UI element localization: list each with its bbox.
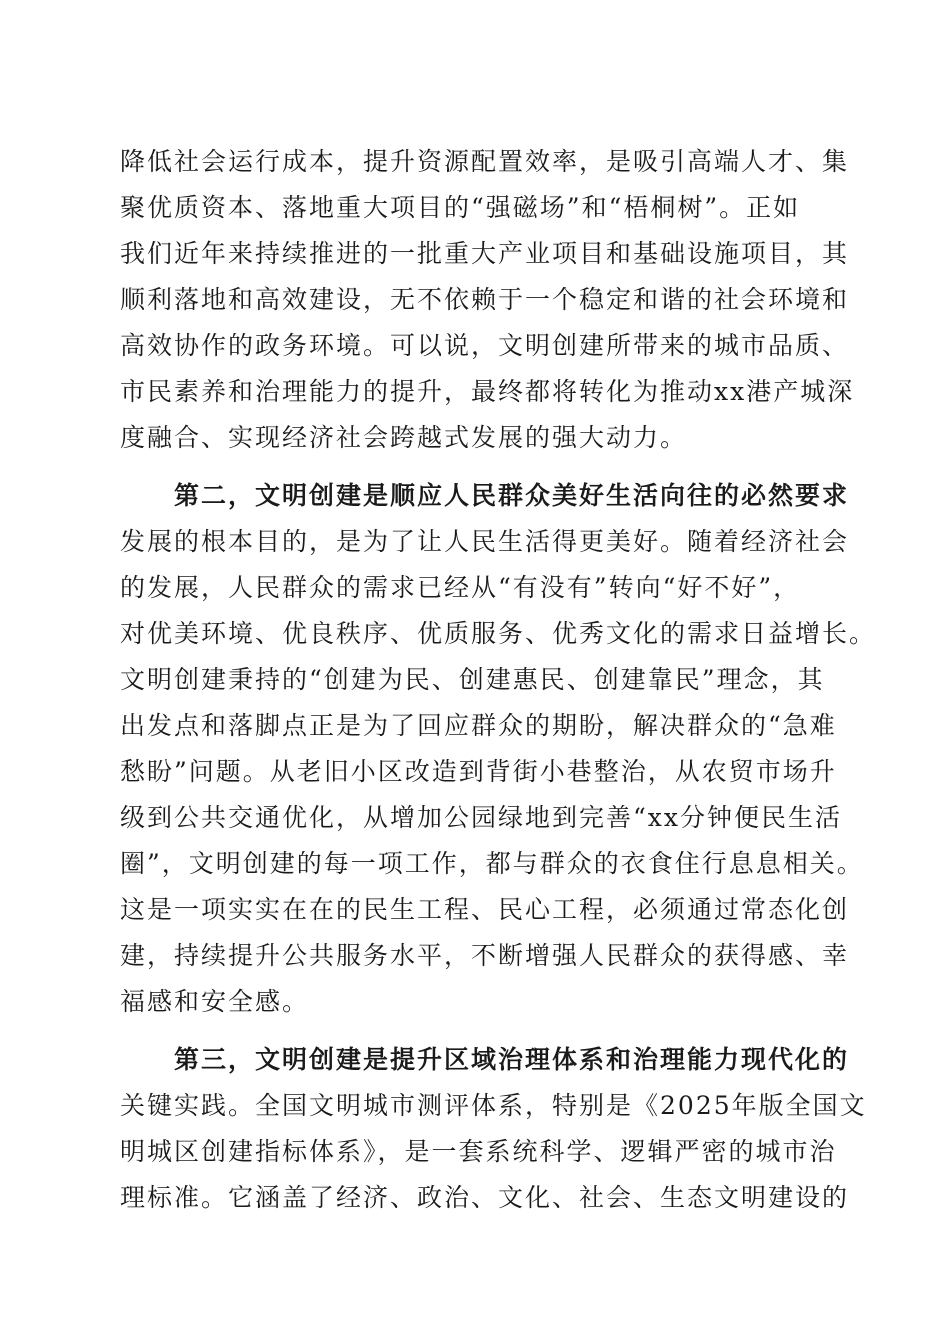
text-line: 圈”，文明创建的每一项工作，都与群众的衣食住行息息相关。: [120, 849, 864, 878]
section-heading-line: 第三，文明创建是提升区域治理体系和治理能力现代化的: [174, 1045, 850, 1074]
document-body: [120, 139, 877, 1221]
text-line: 高效协作的政务环境。可以说，文明创建所带来的城市品质、: [120, 331, 850, 360]
text-line: 降低社会运行成本，提升资源配置效率，是吸引高端人才、集: [120, 147, 850, 176]
text-line: 对优美环境、优良秩序、优质服务、优秀文化的需求日益增长。: [120, 619, 877, 648]
text-line: 我们近年来持续推进的一批重大产业项目和基础设施项目，其: [120, 239, 850, 268]
text-line: 出发点和落脚点正是为了回应群众的期盼，解决群众的“急难: [120, 711, 837, 740]
text-line: 的发展，人民群众的需求已经从“有没有”转向“好不好”，: [120, 573, 801, 602]
paragraph-3: [120, 1037, 867, 1221]
text-line: 级到公共交通优化，从增加公园绿地到完善“xx分钟便民生活: [120, 803, 842, 832]
text-line: 明城区创建指标体系》，是一套系统科学、逻辑严密的城市治: [120, 1137, 837, 1166]
text-line: 愁盼”问题。从老旧小区改造到背街小巷整治，从农贸市场升: [120, 757, 837, 786]
text-line: 这是一项实实在在的民生工程、民心工程，必须通过常态化创: [120, 895, 850, 924]
text-line: 度融合、实现经济社会跨越式发展的强大动力。: [120, 423, 688, 452]
text-line: 发展的根本目的，是为了让人民生活得更美好。随着经济社会: [120, 527, 850, 556]
text-line: 顺利落地和高效建设，无不依赖于一个稳定和谐的社会环境和: [120, 285, 850, 314]
text-line: 市民素养和治理能力的提升，最终都将转化为推动xx港产城深: [120, 377, 855, 406]
text-line: 福感和安全感。: [120, 987, 310, 1016]
text-line: 文明创建秉持的“创建为民、创建惠民、创建靠民”理念，其: [120, 665, 825, 694]
section-heading-line: 第二，文明创建是顺应人民群众美好生活向往的必然要求: [174, 481, 850, 510]
text-line: 理标准。它涵盖了经济、政治、文化、社会、生态文明建设的: [120, 1183, 850, 1212]
text-line: 关键实践。全国文明城市测评体系，特别是《2025年版全国文: [120, 1091, 867, 1120]
paragraph-2: [120, 473, 877, 1025]
text-line: 聚优质资本、落地重大项目的“强磁场”和“梧桐树”。正如: [120, 193, 801, 222]
text-line: 建，持续提升公共服务水平，不断增强人民群众的获得感、幸: [120, 941, 850, 970]
paragraph-1: [120, 139, 855, 461]
